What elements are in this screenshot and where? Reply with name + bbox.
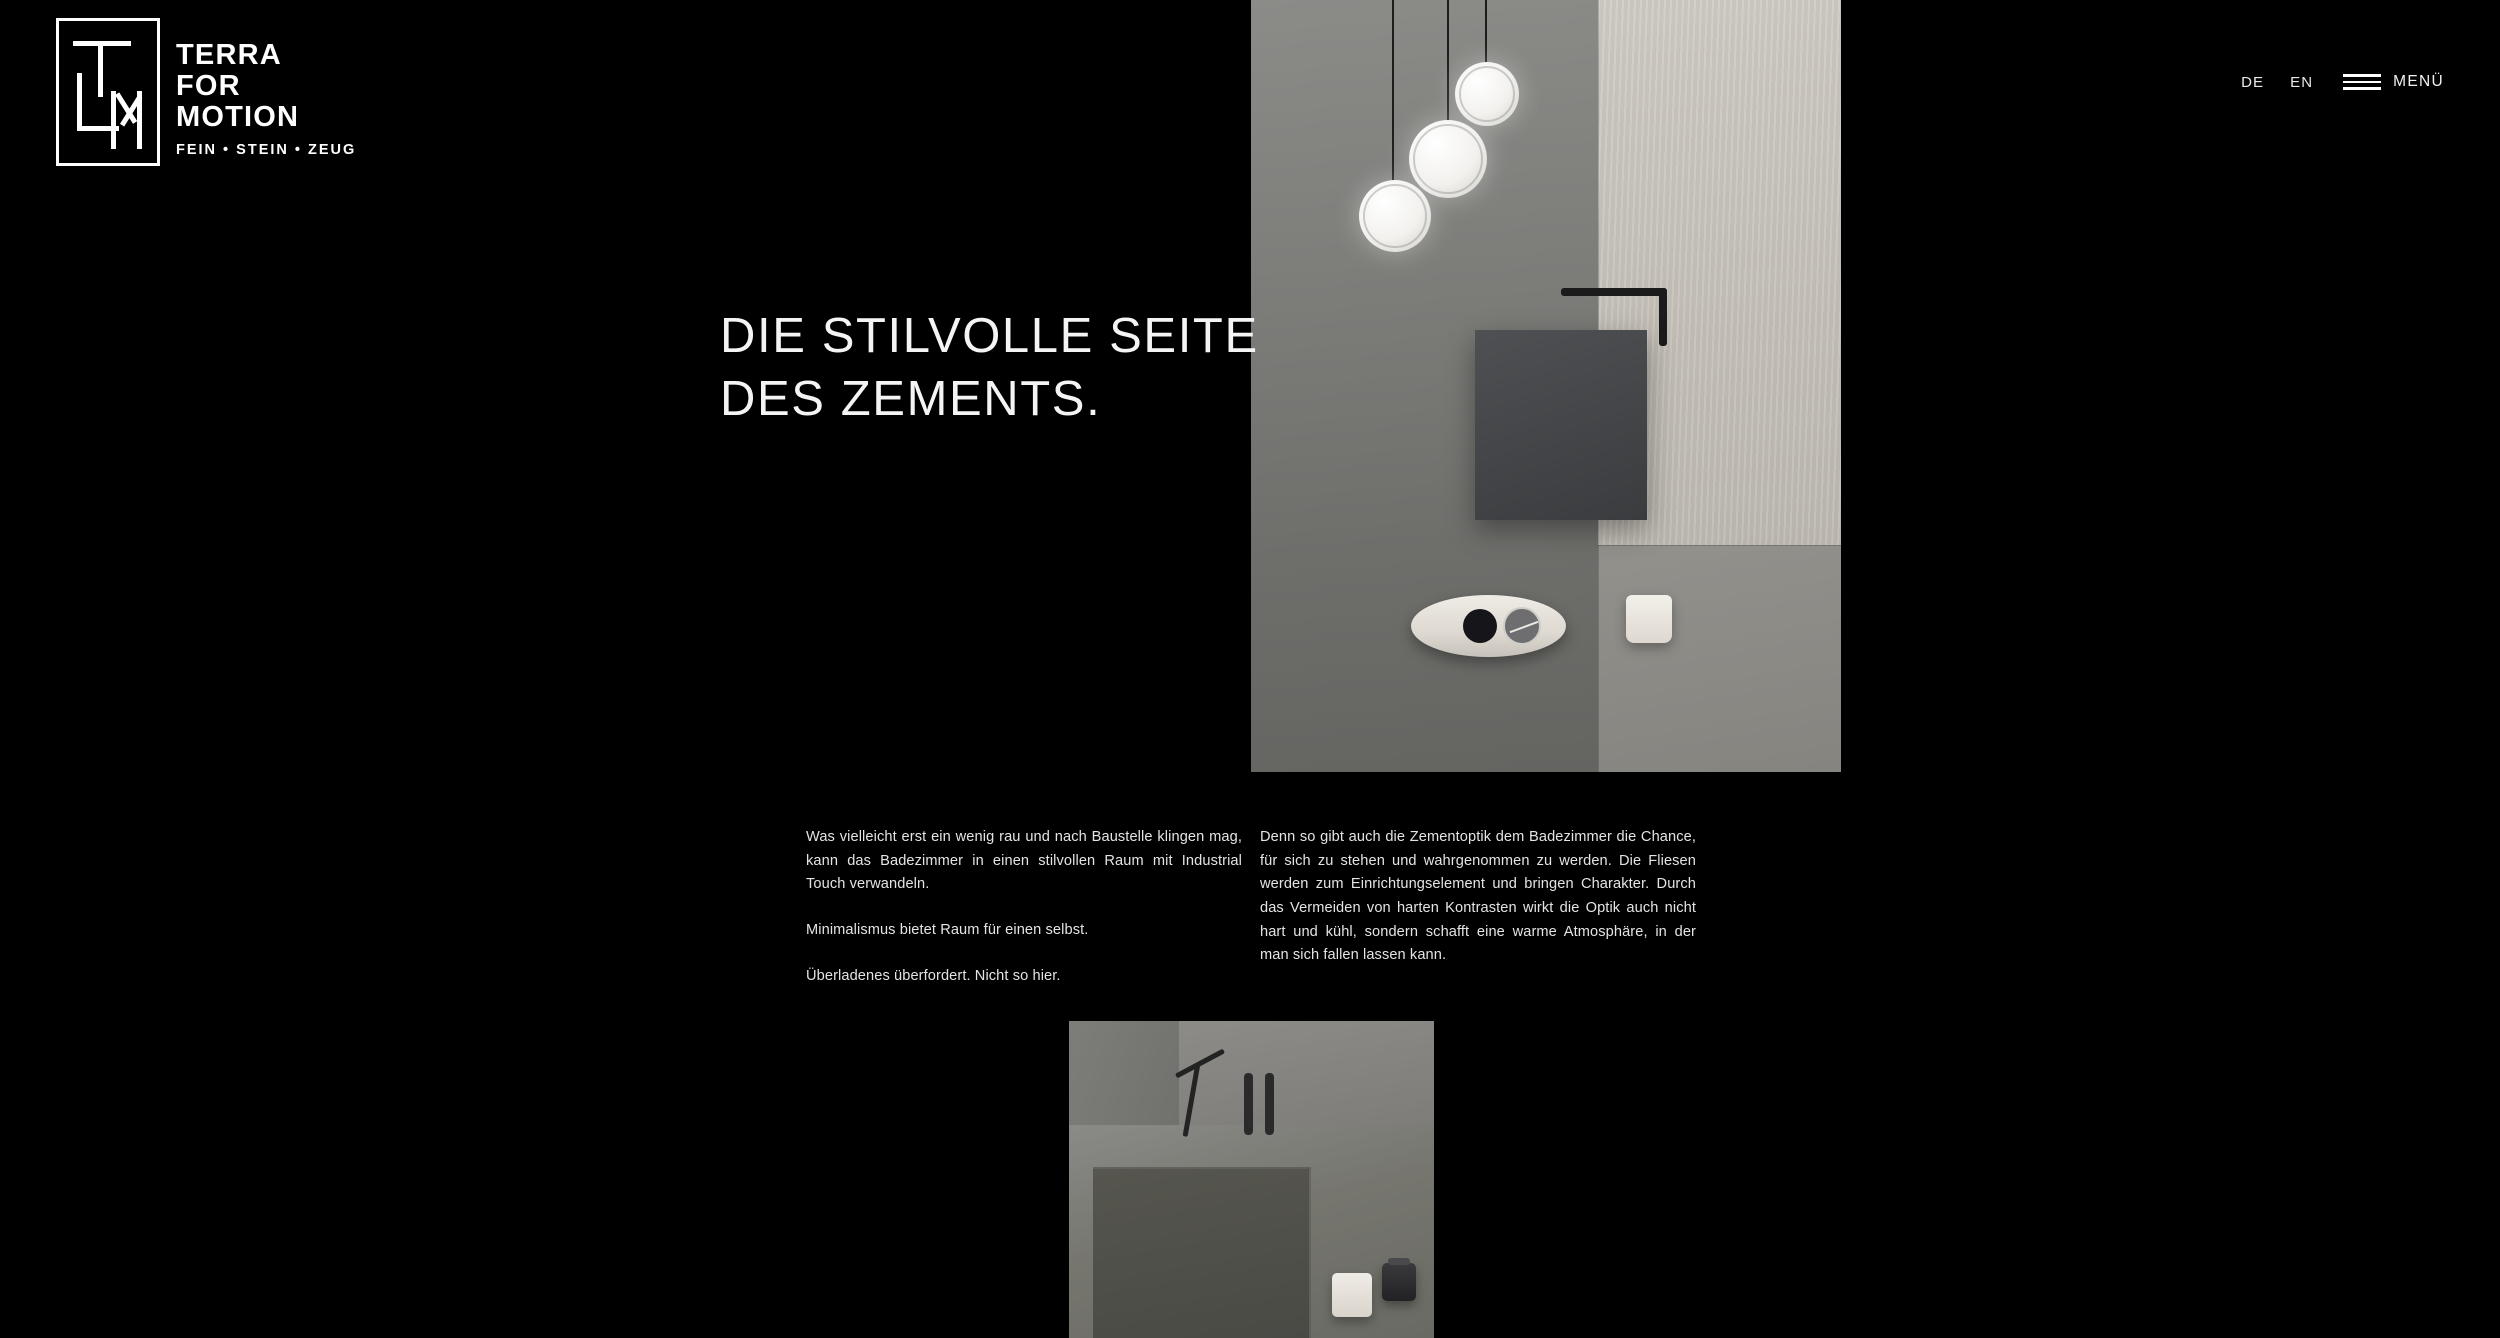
logo-tagline: FEIN • STEIN • ZEUG [176,142,357,159]
hero-image [1251,0,1841,772]
pendant-lamp-icon [1359,180,1431,252]
page-title: DIE STILVOLLE SEITE DES ZEMENTS. [720,308,1259,426]
pendant-lamp-icon [1455,62,1519,126]
site-logo[interactable] [56,18,356,166]
menu-button-label[interactable]: MENÜ [2393,73,2444,90]
pendant-lamp-icon [1409,120,1487,198]
bowl-accessory [1411,595,1566,657]
secondary-image [1069,1021,1434,1338]
body-column-right [1260,826,1696,988]
language-switch-de[interactable]: DE [2241,73,2265,91]
paragraph: Denn so gibt auch die Zementoptik dem Badezimmer die Chance, für sich zu stehen und wahrgenommen zu werden. Die Fliesen werden zum Einrichtungselement und bringen Charakter. Durch das Vermeiden von harten Kontrasten wirkt die Optik auch nicht hart und kühl, sondern schafft eine warme Atmosphäre, in der man sich fallen lassen kann. [1260,829,1696,964]
top-navigation [2241,73,2444,91]
language-switch-en[interactable]: EN [2290,73,2314,91]
cup-accessory [1626,595,1672,643]
basin-shape [1475,330,1647,520]
logo-word-1: TERRA [176,39,282,71]
logo-word-3: MOTION [176,101,300,134]
body-text-columns [806,826,1696,988]
hamburger-menu-icon[interactable] [2343,74,2381,90]
logo-wordmark [176,18,356,158]
tfm-monogram-icon [56,18,160,166]
paragraph: Überladenes überfordert. Nicht so hier. [806,967,1061,984]
paragraph: Minimalismus bietet Raum für einen selbst. [806,921,1089,938]
paragraph: Was vielleicht erst ein wenig rau und nach Baustelle klingen mag, kann das Badezimmer in einen stilvollen Raum mit Industrial Touch verwandeln. [806,829,1242,893]
body-column-left [806,826,1242,988]
logo-word-2: FOR [176,70,241,103]
